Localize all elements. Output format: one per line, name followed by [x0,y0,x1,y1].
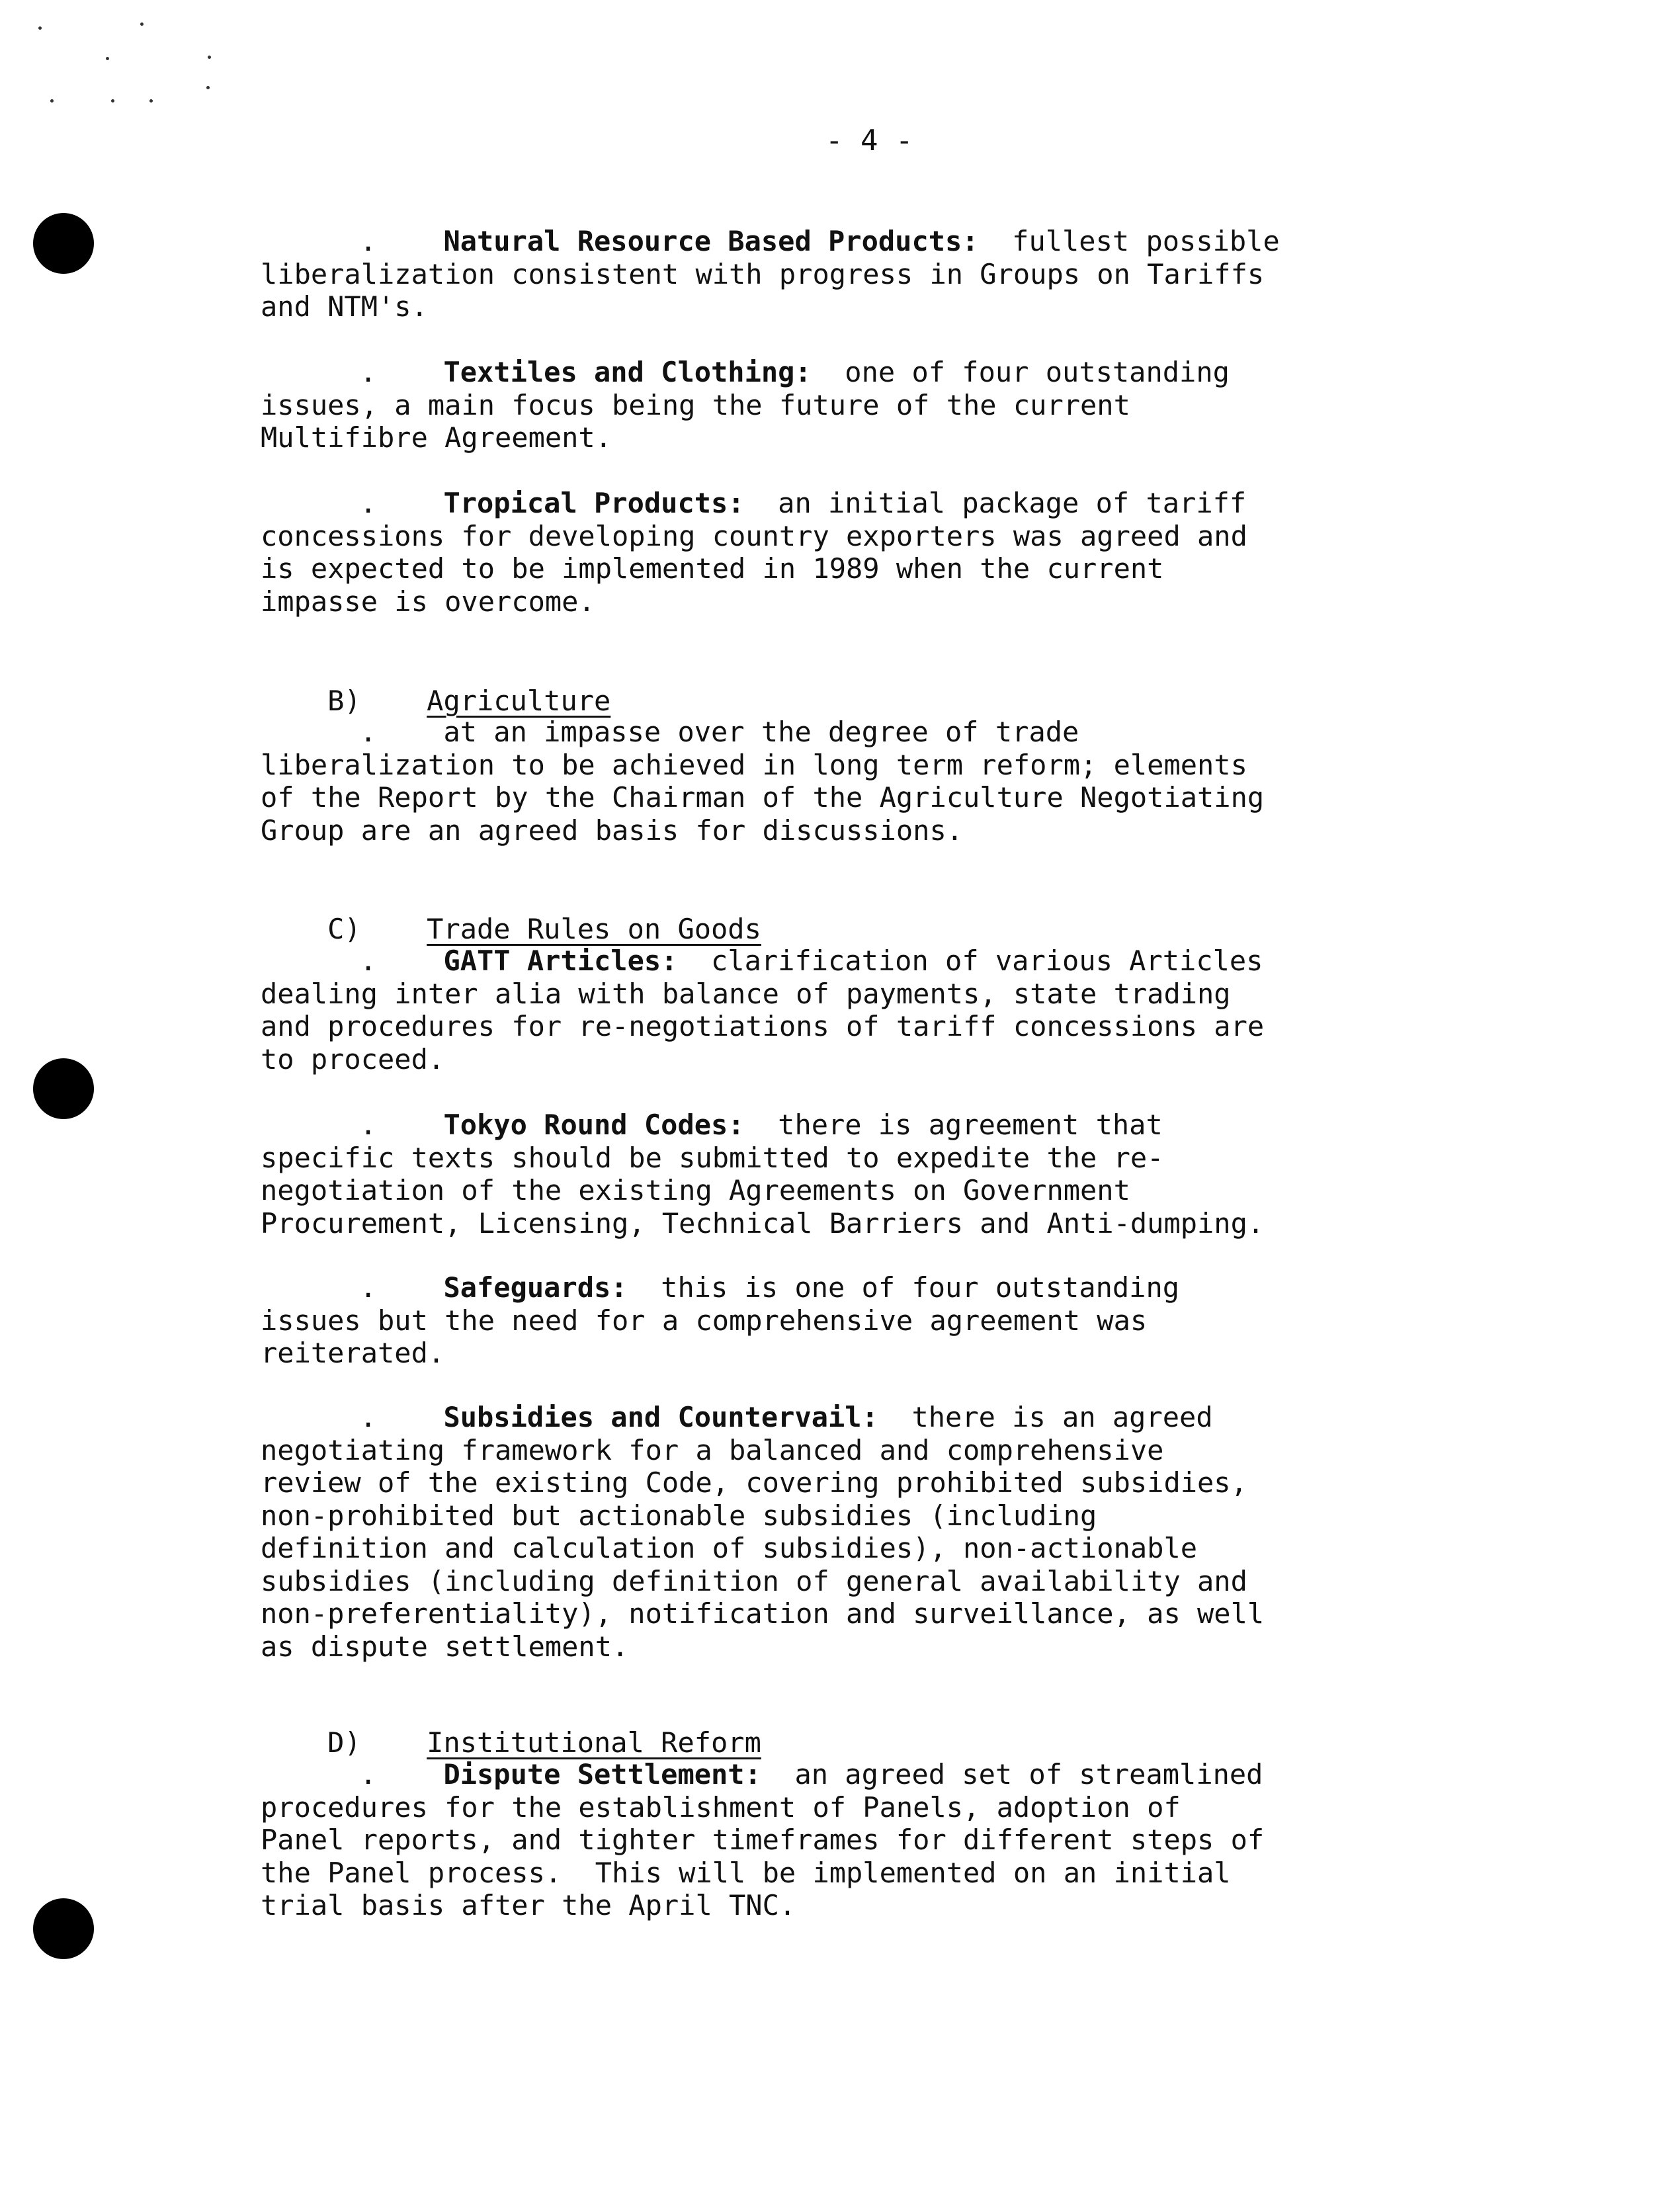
scan-speck [50,99,54,103]
section-heading-agriculture: B) Agriculture [327,685,611,717]
page-number: - 4 - [825,124,913,157]
punch-hole-bottom [33,1898,94,1959]
scan-speck [111,99,114,103]
item-dispute-settlement: . Dispute Settlement: an agreed set of streamlined procedures for the establishment of Panels, adoption of Panel reports, and tighter timeframes for different steps of the Panel process. This will be implemented on an initial trial basis after the April TNC. [261,1758,1265,1921]
item-subsidies-countervail: . Subsidies and Countervail: there is an agreed negotiating framework for a balanced and comprehensive review of the existing Code, covering prohibited subsidies, non-prohibited but actionable subsidies (including definition and calculation of subsidies), non-actionable subsidies (including definition of general availability and non-preferentiality), notification and surveillance, as well as dispute settlement. [261,1401,1265,1663]
section-heading-trade-rules: C) Trade Rules on Goods [327,913,761,945]
item-safeguards: . Safeguards: this is one of four outstanding issues but the need for a comprehensive agreement was reiterated. [261,1271,1180,1369]
punch-hole-middle [33,1058,94,1119]
item-agriculture: . at an impasse over the degree of trade liberalization to be achieved in long term reform; elements of the Report by the Chairman of the Agriculture Negotiating Group are an agreed basis for discussions. [261,716,1265,847]
item-gatt-articles: . GATT Articles: clarification of various Articles dealing inter alia with balance of payments, state trading and procedures for re-negotiations of tariff concessions are to proceed. [261,945,1265,1075]
scan-speck [106,57,109,60]
punch-hole-top [33,213,94,274]
scan-speck [206,86,210,89]
item-tokyo-round-codes: . Tokyo Round Codes: there is agreement that specific texts should be submitted to expedite the re- negotiation of the existing Agreements on Government Procurement, Licensing, Technical Barriers and Anti-dumping. [261,1109,1265,1240]
item-tropical-products: . Tropical Products: an initial package of tariff concessions for developing country exporters was agreed and is expected to be implemented in 1989 when the current impasse is overcome. [261,487,1247,618]
scan-speck [149,99,153,103]
item-textiles-clothing: . Textiles and Clothing: one of four outstanding issues, a main focus being the future of the current Multifibre Agreement. [261,356,1230,454]
scan-speck [38,26,42,30]
item-natural-resources: . Natural Resource Based Products: fullest possible liberalization consistent with progress in Groups on Tariffs and NTM's. [261,225,1280,323]
scan-speck [140,22,144,26]
scan-speck [208,56,211,59]
section-heading-institutional-reform: D) Institutional Reform [327,1726,761,1759]
